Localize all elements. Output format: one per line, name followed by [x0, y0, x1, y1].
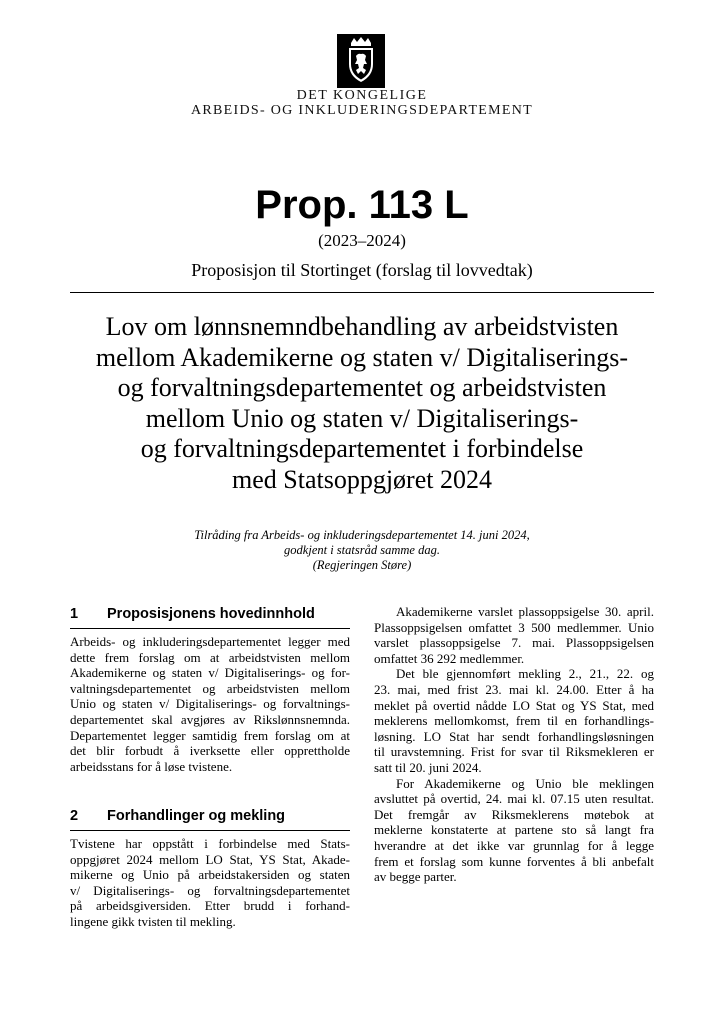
- section-heading-1: [70, 606, 350, 629]
- body-line: arbeidsstans for å løse tvistene.: [70, 758, 233, 774]
- coat-of-arms-icon: [337, 34, 385, 88]
- body-line: meklet på overtid nådde LO Stat og YS Stat, med: [374, 697, 654, 713]
- body-line: satt til 20. juni 2024.: [374, 759, 482, 775]
- proposition-type: Proposisjon til Stortinget (forslag til lovvedtak): [191, 260, 533, 280]
- body-line: lingene gikk tvisten til mekling.: [70, 913, 236, 929]
- body-line: Det ble gjennomført mekling 2., 21., 22. og: [396, 666, 654, 682]
- body-line: frem et forslag som kunne forventes å bli anbefalt: [374, 853, 654, 869]
- body-line: dette frem forslag om at arbeidstvisten mellom: [70, 649, 350, 665]
- body-line: Plassoppsigelsen omfattet 3 500 medlemmer. Unio: [374, 619, 654, 635]
- law-title: [60, 312, 664, 495]
- body-line: Departementet legger samtidig frem forslag om at: [70, 727, 350, 743]
- section-2-body: [70, 836, 350, 930]
- body-line: på arbeidsgiversiden. Etter brudd i forhand-: [70, 898, 350, 914]
- section-1-body: [70, 634, 350, 774]
- department-name-line2: ARBEIDS- OG INKLUDERINGSDEPARTEMENT: [190, 103, 534, 118]
- body-line: meklerne konstaterte at partene sto så langt fra: [374, 822, 654, 838]
- body-line: oppgjøret 2024 mellom LO Stat, YS Stat, Akade-: [70, 851, 350, 867]
- body-line: Akademikerne varslet plassoppsigelse 30. april.: [396, 604, 654, 619]
- body-line: Det fremgår av Riksmeklerens møtebok at: [374, 806, 654, 822]
- law-title-line: Lov om lønnsnemndbehandling av arbeidstvisten: [105, 312, 619, 341]
- approval-line: Tilråding fra Arbeids- og inkluderingsdepartementet 14. juni 2024,: [194, 528, 530, 542]
- body-line: 23. mai, med frist 23. mai kl. 24.00. Etter å ha: [374, 681, 654, 697]
- approval-note: [0, 528, 724, 573]
- body-line: varslet plassoppsigelse 7. mai. Plassoppsigelsen: [374, 635, 654, 651]
- body-line: av begge parter.: [374, 869, 457, 885]
- section-heading-2: [70, 808, 350, 831]
- section-number: 2: [70, 808, 79, 824]
- department-name-line1: DET KONGELIGE: [296, 88, 428, 103]
- body-line: For Akademikerne og Unio ble meklingen: [396, 775, 654, 791]
- body-line: løsning. LO Stat har sendt forhandlingsløsningen: [374, 728, 654, 744]
- proposition-number: Prop. 113 L: [255, 183, 469, 227]
- body-line: meklerens mellomkomst, frem til en forhandlings-: [374, 713, 654, 729]
- right-column-body: [374, 604, 654, 885]
- title-divider: [70, 292, 654, 293]
- law-title-line: med Statsoppgjøret 2024: [232, 464, 492, 494]
- body-line: v/ Digitaliserings- og forvaltningsdepartementet: [70, 882, 350, 898]
- body-line: avsluttet på overtid, 24. mai kl. 07.15 uten resultat.: [374, 791, 654, 807]
- section-number: 1: [70, 606, 79, 622]
- body-line: valtningsdepartementet og arbeidstvisten mellom: [70, 680, 350, 696]
- body-line: Tvistene har oppstått i forbindelse med Stats-: [70, 836, 350, 851]
- law-title-line: og forvaltningsdepartementet og arbeidstvisten: [117, 373, 607, 402]
- session-years: (2023–2024): [318, 231, 406, 250]
- body-line: mikerne og Unio på arbeidstakersiden og staten: [70, 867, 350, 883]
- law-title-line: og forvaltningsdepartementet i forbindelse: [140, 434, 584, 463]
- body-line: hverandre at det ikke var grunnlag for å legge: [374, 837, 654, 853]
- body-line: Akademikerne og staten v/ Digitaliserings- og for-: [70, 665, 350, 681]
- body-line: til uravstemning. Frist for svar til Riksmekleren er: [374, 744, 654, 760]
- body-line: det blir forbudt å iverksette eller opprettholde: [70, 743, 350, 759]
- body-line: omfattet 36 292 medlemmer.: [374, 650, 525, 666]
- section-title: Proposisjonens hovedinnhold: [107, 606, 315, 622]
- body-line: departementet skal avgjøres av Rikslønnsnemnda.: [70, 711, 350, 727]
- body-line: Arbeids- og inkluderingsdepartementet legger med: [70, 634, 350, 649]
- section-title: Forhandlinger og mekling: [107, 808, 286, 824]
- approval-line: (Regjeringen Støre): [312, 558, 412, 572]
- approval-line: godkjent i statsråd samme dag.: [284, 543, 440, 557]
- body-line: Unio og staten v/ Digitaliserings- og forvaltnings-: [70, 696, 350, 712]
- law-title-line: mellom Akademikerne og staten v/ Digitaliserings-: [95, 342, 629, 372]
- law-title-line: mellom Unio og staten v/ Digitaliserings-: [145, 403, 579, 433]
